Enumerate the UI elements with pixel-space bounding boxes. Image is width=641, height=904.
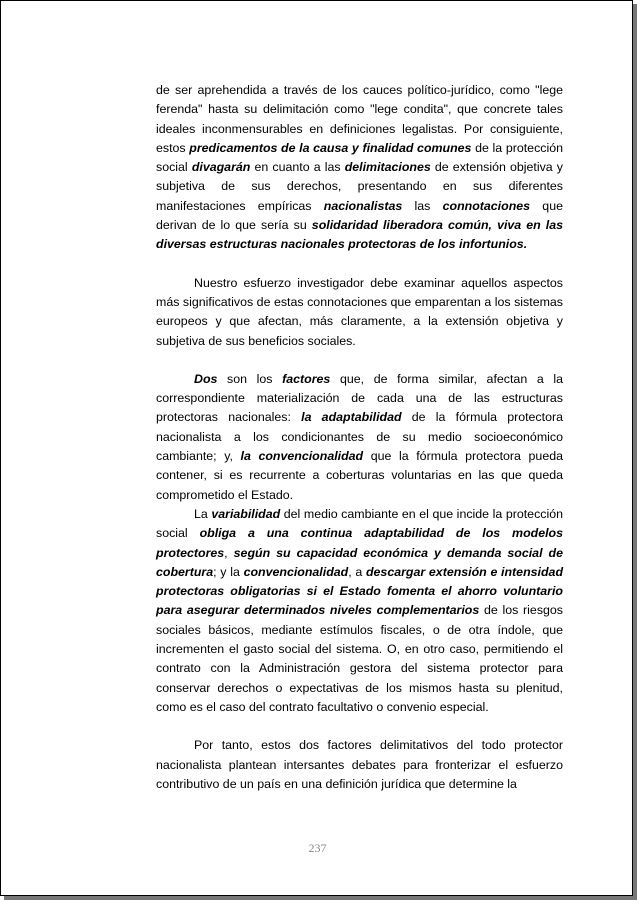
paragraph-text: del medio cambiante en el que incide la protección social (156, 506, 563, 541)
emphasis-text: predicamentos de la causa y finalidad comunes (189, 140, 472, 155)
paragraph-text: de la protección social (156, 140, 563, 175)
paragraph-text: las (402, 198, 443, 213)
paragraph-text: La (194, 506, 212, 521)
emphasis-text: divagarán (191, 160, 251, 175)
paragraph-text: , (224, 545, 234, 560)
paragraph-text: que derivan de lo que sería su (156, 198, 563, 233)
paragraph-text: de extensión objetiva y subjetiva de sus derechos, presentando en sus diferentes manifestaciones empíricas (156, 160, 564, 213)
emphasis-text: solidaridad liberadora común, viva en las diversas estructuras nacionales protectoras de los infortunios. (156, 218, 564, 252)
paragraph (156, 81, 563, 255)
page-number: 237 (308, 841, 327, 855)
emphasis-text: variabilidad (211, 506, 281, 521)
paragraph-text: Por tanto, estos dos factores delimitativos del todo protector nacionalista plantean intersantes debates para fronterizar el esfuerzo contributivo de un país en una definición jurídica que determine la (156, 738, 563, 791)
emphasis-text: la convencionalidad (240, 449, 364, 464)
emphasis-text: Dos (194, 371, 218, 386)
emphasis-text: descargar extensión e intensidad protectoras obligatorias si el Estado fomenta el ahorro voluntario para asegurar determinados niveles complementarios (156, 564, 564, 618)
emphasis-text: según su capacidad económica y demanda social de cobertura (156, 545, 563, 579)
paragraph (156, 736, 563, 794)
emphasis-text: factores (282, 371, 331, 386)
paragraph (156, 505, 563, 717)
emphasis-text: delimitaciones (344, 160, 431, 175)
paragraph (156, 370, 563, 505)
emphasis-text: la adaptabilidad (301, 410, 402, 425)
emphasis-text: connotaciones (442, 198, 531, 213)
body-text (156, 81, 563, 794)
emphasis-text: nacionalistas (323, 198, 403, 213)
paragraph (156, 274, 563, 351)
paragraph-text: en cuanto a las (250, 160, 345, 175)
paragraph-text: de los riesgos sociales básicos, mediante estímulos fiscales, o de otra índole, que incrementen el gasto social del sistema. O, en otro caso, permitiendo el contrato con la Administración gestora del sistema protector para conservar derechos o expectativas de los mismos hasta su plenitud, como es el caso del contrato facultativo o convenio especial. (156, 603, 563, 714)
paragraph-text: que la fórmula protectora pueda contener, si es recurrente a coberturas voluntarias en las que queda comprometido el Estado. (156, 449, 563, 502)
paragraph-text: que, de forma similar, afectan a la correspondiente materialización de cada una de las estructuras protectoras nacionales: (156, 371, 563, 425)
paragraph-text: de la fórmula protectora nacionalista a los condicionantes de su medio socioeconómico cambiante; y, (156, 410, 563, 464)
paragraph-text: Nuestro esfuerzo investigador debe examinar aquellos aspectos más significativos de estas connotaciones que emparentan a los sistemas europeos y que afectan, más claramente, a la extensión objetiva y subjetiva de sus beneficios sociales. (156, 275, 563, 348)
paragraph-text: , a (348, 564, 366, 579)
paragraph-text: de ser aprehendida a través de los cauces político-jurídico, como "lege ferenda" hasta su delimitación como "lege condita", que concrete tales ideales inconmensurables en definiciones legalistas. Por consiguiente, estos (156, 83, 563, 155)
emphasis-text: convencionalidad (243, 564, 349, 579)
paragraph-text: ; y la (213, 564, 244, 579)
paragraph-text: son los (217, 371, 283, 386)
emphasis-text: obliga a una continua adaptabilidad de los modelos protectores (156, 526, 564, 560)
